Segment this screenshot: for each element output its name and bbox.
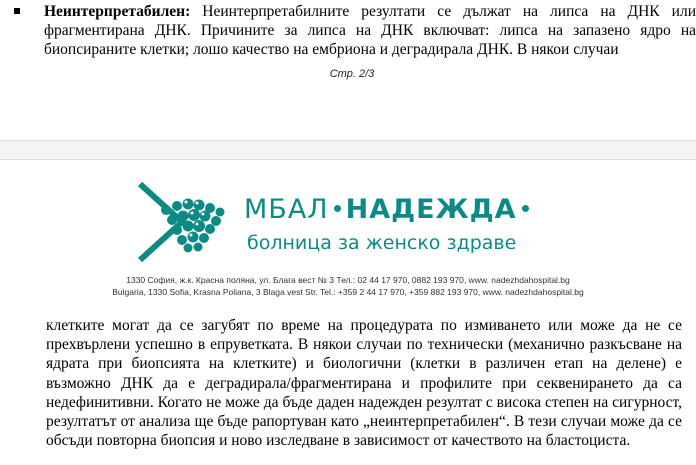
logo-dot-icon <box>522 205 529 212</box>
page-separator <box>0 140 696 160</box>
address-english: Bulgaria, 1330 Sofia, Krasna Poliana, 3 Blaga vest Str. Tel.: +359 2 44 17 970, +359 882 193 970, www. nadezhdahospital.bg <box>112 287 584 297</box>
hospital-name <box>244 194 534 225</box>
page-number: Стр. 2/3 <box>329 68 375 80</box>
body-paragraph: клетките могат да се загубят по време на процедурата по измиването или може да не се прехвърлени успешно в епруветката. В някои случаи по технически (механично разкъсване на ядрата при биопсията на клетките) и биологични (клетки в различен етап на делене) е възможно ДНК да е деградирала/фрагментирана и профилите при секвенирането да са недефинитивни. Когато не може да бъде даден надежден резултат с висока степен на сигурност, резултатът от анализа ще бъде рапортуван като „неинтерпретабилен“. В тези случаи може да се обсъди повторна биопсия и ново изследване в зависимост от качеството на бластоциста. <box>46 317 682 450</box>
hospital-tagline: болница за женско здраве <box>247 232 517 254</box>
previous-page <box>0 0 696 140</box>
hospital-name-lead: МБАЛ <box>244 194 329 225</box>
bullet-paragraph <box>44 2 696 59</box>
bullet-square-icon <box>14 8 20 14</box>
hospital-logo-icon <box>132 178 232 264</box>
bullet-term: Неинтерпретабилен: <box>44 3 191 20</box>
bullet-text: Неинтерпретабилните резултати се дължат на липса на ДНК или фрагментирана ДНК. Причините за липса на ДНК включват: липса на запазено ядро на биопсираните клетки; лошо качество на ембриона и деградирала ДНК. В някои случаи <box>44 3 696 58</box>
logo-dot-icon <box>334 205 341 212</box>
address-bulgarian: 1330 София, ж.к. Красна поляна, ул. Блага вест № 3 Тел.: 02 44 17 970, 0882 193 970, www. nadezhdahospital.bg <box>126 275 570 285</box>
letterhead <box>0 160 696 270</box>
hospital-name-bold: НАДЕЖДА <box>345 194 517 225</box>
